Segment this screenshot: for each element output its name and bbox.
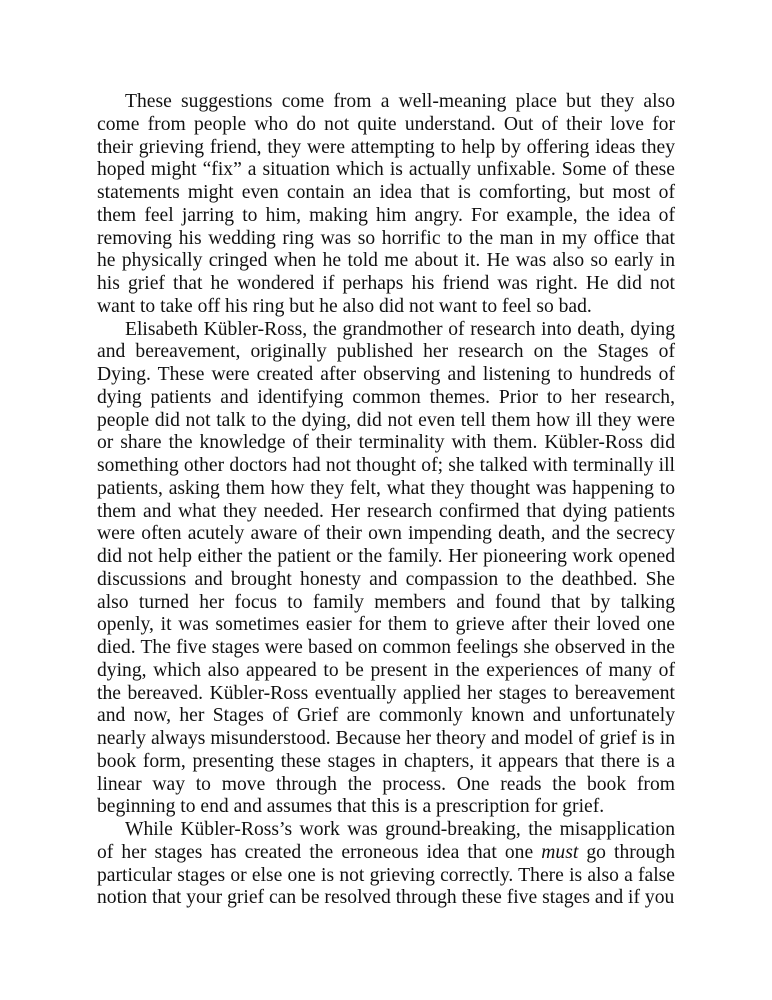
paragraph-kubler-ross — [97, 319, 675, 820]
paragraph-suggestions — [97, 91, 675, 319]
paragraph-misapplication-text-start: While Kübler-Ross’s work was ground-breaking, the misapplication of her stages has created the erroneous idea that one — [97, 819, 675, 863]
paragraph-misapplication — [97, 819, 675, 910]
emphasis-must: must — [541, 841, 579, 863]
paragraph-misapplication-text-end: go through particular stages or else one is not grieving correctly. There is also a false notion that your grief can be resolved through these five stages and if you — [97, 841, 675, 909]
page-body — [97, 91, 675, 910]
paragraph-suggestions-text: These suggestions come from a well-meaning place but they also come from people who do not quite understand. Out of their love for their grieving friend, they were attempting to help by offering ideas they hoped might “fix” a situation which is actually unfixable. Some of these statements might even contain an idea that is comforting, but most of them feel jarring to him, making him angry. For example, the idea of removing his wedding ring was so horrific to the man in my office that he physically cringed when he told me about it. He was also so early in his grief that he wondered if perhaps his friend was right. He did not want to take off his ring but he also did not want to feel so bad. — [97, 91, 675, 317]
paragraph-kubler-ross-text: Elisabeth Kübler-Ross, the grandmother of research into death, dying and bereavement, originally published her research on the Stages of Dying. These were created after observing and listening to hundreds of dying patients and identifying common themes. Prior to her research, people did not talk to the dying, did not even tell them how ill they were or share the knowledge of their terminality with them. Kübler-Ross did something other doctors had not thought of; she talked with terminally ill patients, asking them how they felt, what they thought was happening to them and what they needed. Her research confirmed that dying patients were often acutely aware of their own impending death, and the secrecy did not help either the patient or the family. Her pioneering work opened discussions and brought honesty and compassion to the deathbed. She also turned her focus to family members and found that by talking openly, it was sometimes easier for them to grieve after their loved one died. The five stages were based on common feelings she observed in the dying, which also appeared to be present in the experiences of many of the bereaved. Kübler-Ross eventually applied her stages to bereavement and now, her Stages of Grief are commonly known and unfortunately nearly always misunderstood. Because her theory and model of grief is in book form, presenting these stages in chapters, it appears that there is a linear way to move through the process. One reads the book from beginning to end and assumes that this is a prescription for grief. — [97, 318, 675, 818]
